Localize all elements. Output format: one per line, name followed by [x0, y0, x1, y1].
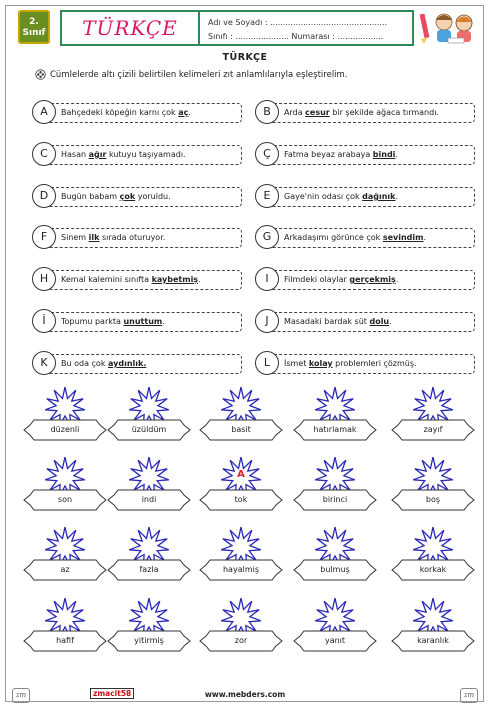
word-card: [20, 527, 110, 585]
sentence-key-word: dolu: [369, 317, 390, 326]
sentence-post: .: [198, 275, 201, 284]
sentence-box: [42, 187, 242, 207]
word-card: [196, 387, 286, 445]
sentence-item: [255, 225, 475, 251]
word-label: indi: [141, 495, 157, 504]
star-burst-icon: [290, 457, 380, 515]
sentence-item: [32, 184, 242, 210]
star-burst-icon: [290, 598, 380, 656]
star-burst-icon: [20, 598, 110, 656]
word-card: [290, 598, 380, 656]
sentence-item: [255, 184, 475, 210]
word-card: [104, 598, 194, 656]
sentence-key-word: ilk: [88, 233, 100, 242]
sentence-letter: L: [255, 351, 279, 375]
sentence-letter: Ç: [255, 142, 279, 166]
word-label: tok: [234, 495, 248, 504]
sentence-letter: K: [32, 351, 56, 375]
sentence-key-word: aç: [178, 108, 189, 117]
star-burst-icon: [104, 527, 194, 585]
sentence-pre: İsmet: [284, 359, 309, 368]
sentence-item: [32, 267, 242, 293]
sentence-post: .: [395, 150, 398, 159]
word-label: basit: [231, 425, 251, 434]
word-label: az: [60, 565, 70, 574]
sentence-pre: Arda: [284, 108, 306, 117]
student-info-box: [200, 10, 414, 46]
subject-title-box: [60, 10, 200, 46]
sentence-box: [42, 103, 242, 123]
sentence-post: sırada oturuyor.: [99, 233, 166, 242]
kids-illustration-icon: [418, 8, 480, 46]
sentence-item: [32, 142, 242, 168]
answer-mark: A: [237, 469, 245, 480]
sentence-post: .: [395, 192, 399, 201]
word-label: yanıt: [324, 636, 346, 645]
sentence-item: [255, 100, 475, 126]
sentence-pre: Topumu parkta: [61, 317, 124, 326]
sentence-item: [255, 351, 475, 377]
star-burst-icon: [196, 527, 286, 585]
sentence-post: .: [423, 233, 427, 242]
name-line: Adı ve Soyadı : ..............................................: [208, 18, 388, 27]
sentence-key-word: cesur: [305, 108, 330, 117]
subject-title: TÜRKÇE: [82, 16, 178, 40]
star-burst-icon: [290, 527, 380, 585]
sentence-item: [32, 351, 242, 377]
word-label: zor: [234, 636, 248, 645]
sentence-item: [32, 309, 242, 335]
sentence-pre: Masadaki bardak süt: [284, 317, 370, 326]
star-burst-icon: [196, 457, 286, 515]
sentence-letter: J: [255, 309, 279, 333]
star-burst-icon: [104, 387, 194, 445]
word-label: üzüldüm: [131, 425, 167, 434]
sentence-letter: E: [255, 184, 279, 208]
word-card: [104, 387, 194, 445]
sentence-post: bir şekilde ağaca tırmandı.: [329, 108, 439, 117]
sentence-post: kutuyu taşıyamadı.: [106, 150, 186, 159]
star-burst-icon: [20, 457, 110, 515]
star-burst-icon: [20, 527, 110, 585]
word-card: [196, 527, 286, 585]
sentence-key-word: kolay: [308, 359, 333, 368]
word-card: [20, 457, 110, 515]
sentence-pre: Filmdeki olaylar: [284, 275, 350, 284]
grade-number: 2.: [29, 17, 39, 27]
star-burst-icon: [104, 598, 194, 656]
word-card: [290, 457, 380, 515]
sentence-letter: İ: [32, 309, 56, 333]
sentence-key-word: ağır: [88, 150, 107, 159]
star-burst-icon: [290, 387, 380, 445]
sentence-key-word: sevindim: [382, 233, 424, 242]
star-burst-icon: [104, 457, 194, 515]
sentence-key-word: çok: [119, 192, 136, 201]
word-label: düzenli: [50, 425, 80, 434]
star-burst-icon: [388, 457, 478, 515]
star-burst-icon: [388, 387, 478, 445]
sentence-letter: B: [255, 100, 279, 124]
sentence-pre: Kemal kalemini sınıfta: [61, 275, 152, 284]
sentence-item: [32, 100, 242, 126]
sentence-box: [265, 312, 475, 332]
grade-label: Sınıf: [22, 28, 46, 38]
sentence-post: .: [395, 275, 399, 284]
sentence-key-word: aydınlık.: [108, 359, 147, 368]
corner-mark-left: zm: [12, 688, 30, 703]
sentence-letter: I: [255, 267, 279, 291]
star-burst-icon: [388, 527, 478, 585]
corner-mark-right: zm: [460, 688, 478, 703]
sentence-box: [265, 228, 475, 248]
sentence-key-word: unuttum: [123, 317, 163, 326]
sentence-letter: H: [32, 267, 56, 291]
sentence-item: [32, 225, 242, 251]
word-label: boş: [425, 495, 441, 504]
sentence-key-word: kaybetmiş: [151, 275, 199, 284]
sentence-pre: Bu oda çok: [61, 359, 108, 368]
word-card: [196, 457, 286, 515]
star-burst-icon: [388, 598, 478, 656]
word-label: zayıf: [423, 425, 443, 434]
sentence-post: .: [162, 317, 165, 326]
word-card: [196, 598, 286, 656]
website-url: www.mebders.com: [204, 690, 286, 699]
sentence-key-word: bindi: [372, 150, 396, 159]
word-card: [388, 598, 478, 656]
word-card: [388, 527, 478, 585]
star-burst-icon: [20, 387, 110, 445]
sentence-letter: A: [32, 100, 56, 124]
sentence-pre: Arkadaşımı görünce çok: [284, 233, 383, 242]
word-label: bulmuş: [320, 565, 350, 574]
sentence-item: [255, 142, 475, 168]
word-label: birinci: [322, 495, 348, 504]
sentence-box: [42, 354, 242, 374]
sentence-box: [42, 312, 242, 332]
flower-bullet-icon: [35, 69, 46, 80]
sentence-post: yoruldu.: [135, 192, 171, 201]
sentence-pre: Hasan: [61, 150, 89, 159]
sentence-pre: Bugün babam: [61, 192, 120, 201]
word-label: karanlık: [417, 636, 449, 645]
sentence-pre: Gaye'nin odası çok: [284, 192, 363, 201]
word-card: [20, 387, 110, 445]
word-label: hayalmiş: [222, 565, 259, 574]
sentence-post: .: [188, 108, 191, 117]
star-burst-icon: [196, 598, 286, 656]
word-label: yitirmiş: [134, 636, 164, 645]
sentence-pre: Bahçedeki köpeğin karnı çok: [61, 108, 179, 117]
sentence-letter: F: [32, 225, 56, 249]
sentence-item: [255, 309, 475, 335]
star-burst-icon: [196, 387, 286, 445]
instruction-text: Cümlelerde altı çizili belirtilen kelimeleri zıt anlamlılarıyla eşleştirelim.: [50, 70, 348, 80]
sentence-box: [265, 145, 475, 165]
page-title: TÜRKÇE: [222, 52, 268, 63]
word-card: [290, 387, 380, 445]
sentence-box: [265, 187, 475, 207]
word-card: [104, 527, 194, 585]
author-tag-text: zmacit58: [90, 688, 134, 699]
sentence-box: [265, 103, 475, 123]
sentence-box: [42, 228, 242, 248]
word-card: [388, 387, 478, 445]
sentence-letter: G: [255, 225, 279, 249]
sentence-box: [42, 270, 242, 290]
sentence-item: [255, 267, 475, 293]
sentence-post: problemleri çözmüş.: [332, 359, 417, 368]
sentence-letter: C: [32, 142, 56, 166]
sentence-box: [265, 354, 475, 374]
sentence-box: [42, 145, 242, 165]
class-number-line: Sınıfı : ..................... Numarası : ..................: [208, 32, 384, 41]
sentence-box: [265, 270, 475, 290]
word-label: hafif: [56, 636, 74, 645]
sentence-post: .: [389, 317, 392, 326]
grade-badge: [18, 10, 50, 44]
word-label: hatırlamak: [313, 425, 357, 434]
word-label: son: [57, 495, 73, 504]
sentence-key-word: gerçekmiş: [349, 275, 396, 284]
word-card: [104, 457, 194, 515]
word-label: fazla: [139, 565, 159, 574]
word-card: [20, 598, 110, 656]
sentence-pre: Sinem: [61, 233, 89, 242]
word-card: [388, 457, 478, 515]
sentence-pre: Fatma beyaz arabaya: [284, 150, 373, 159]
sentence-key-word: dağınık: [362, 192, 396, 201]
word-label: korkak: [419, 565, 447, 574]
word-card: [290, 527, 380, 585]
sentence-letter: D: [32, 184, 56, 208]
